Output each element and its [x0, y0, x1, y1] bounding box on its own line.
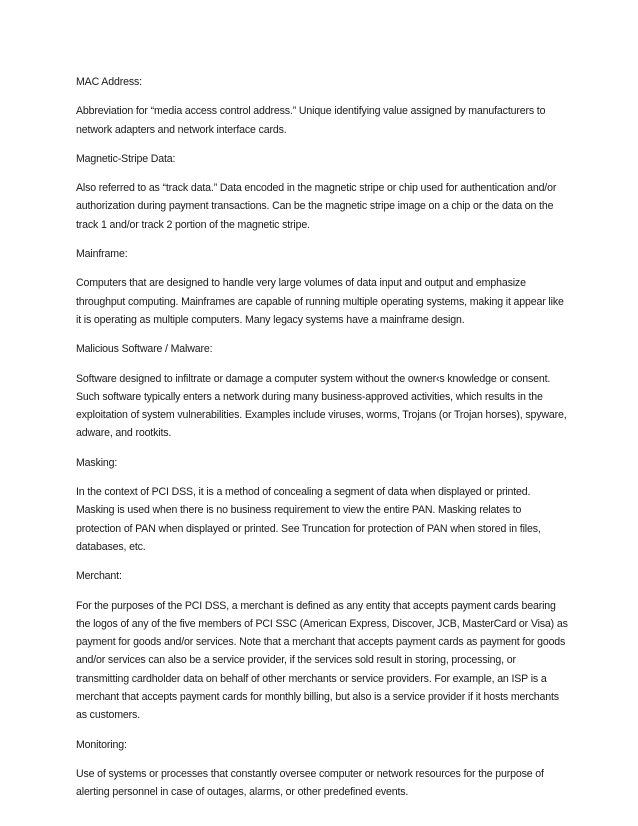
term-mainframe: Mainframe: [76, 248, 128, 261]
term-mac-address: MAC Address: [76, 76, 142, 88]
term-merchant: Merchant: [76, 570, 122, 583]
glossary-content [76, 73, 568, 813]
definition-masking: In the context of PCI DSS, it is a method of concealing a segment of data when displayed or printed. Masking is used when there is no business requirement to view the entire PAN. Masking relates to protection of PAN when displayed or printed. See Truncation for protection of PAN when stored in files, databases, etc. [76, 486, 541, 553]
definition-malicious-software: Software designed to infiltrate or damage a computer system without the owner‹s knowledge or consent. Such software typically enters a network during many business-approved activities, which results in the exploitation of system vulnerabilities. Examples include viruses, worms, Trojans (or Trojan horses), spyware, adware, and rootkits. [76, 372, 567, 440]
definition-monitoring: Use of systems or processes that constantly oversee computer or network resources for the purpose of alerting personnel in case of outages, alarms, or other predefined events. [76, 767, 544, 799]
term-magnetic-stripe-data: Magnetic-Stripe Data: [76, 152, 176, 165]
term-masking: Masking: [76, 456, 118, 469]
term-malicious-software: Malicious Software / Malware: [76, 343, 213, 356]
term-monitoring: Monitoring: [76, 738, 127, 751]
definition-magnetic-stripe-data: Also referred to as “track data.” Data encoded in the magnetic stripe or chip used for authentication and/or authorization during payment transactions. Can be the magnetic stripe image on a chip or the data on the track 1 and/or track 2 portion of the magnetic stripe. [76, 182, 557, 231]
definition-mainframe: Computers that are designed to handle very large volumes of data input and output and emphasize throughput computing. Mainframes are capable of running multiple operating systems, making it appear like it is operating as multiple computers. Many legacy systems have a mainframe design. [76, 277, 564, 326]
definition-mac-address: Abbreviation for “media access control address.” Unique identifying value assigned by manufacturers to network adapters and network interface cards. [76, 105, 546, 136]
definition-merchant: For the purposes of the PCI DSS, a merchant is defined as any entity that accepts payment cards bearing the logos of any of the five members of PCI SSC (American Express, Discover, JCB, MasterCard or Visa) as payment for goods and/or services. Note that a merchant that accepts payment cards as payment for goods and/or services can also be a service provider, if the services sold result in storing, processing, or transmitting cardholder data on behalf of other merchants or service providers. For example, an ISP is a merchant that accepts payment cards for monthly billing, but also is a service provider if it hosts merchants as customers. [76, 599, 568, 722]
